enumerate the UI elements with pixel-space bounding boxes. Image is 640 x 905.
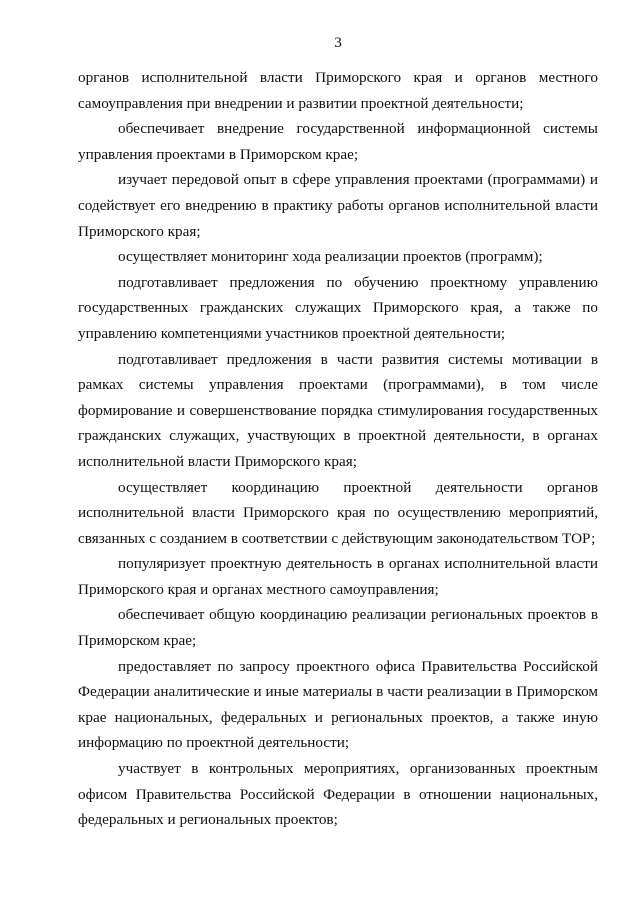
paragraph-3: осуществляет мониторинг хода реализации проектов (программ); [118, 248, 543, 266]
paragraph-5: подготавливает предложения в части развития системы мотивации в рамках системы управления проектами (программами), в том числе формирование и совершенствование порядка стимулирования государственных гражданских служащих, участвующих в проектной деятельности, в органах исполнительной власти Приморского края; [78, 350, 598, 470]
paragraph-0: органов исполнительной власти Приморского края и органов местного самоуправления при внедрении и развитии проектной деятельности; [78, 69, 598, 112]
paragraph-10: участвует в контрольных мероприятиях, организованных проектным офисом Правительства Российской Федерации в отношении национальных, федеральных и региональных проектов; [78, 760, 598, 829]
page-number: 3 [334, 34, 342, 51]
paragraph-8: обеспечивает общую координацию реализации региональных проектов в Приморском крае; [78, 606, 598, 650]
paragraph-1: обеспечивает внедрение государственной информационной системы управления проектами в Приморском крае; [78, 120, 598, 163]
paragraph-2: изучает передовой опыт в сфере управления проектами (программами) и содействует его внедрению в практику работы органов исполнительной власти Приморского края; [78, 171, 598, 240]
paragraph-4: подготавливает предложения по обучению проектному управлению государственных гражданских служащих Приморского края, а также по управлению компетенциями участников проектной деятельности; [78, 273, 598, 342]
paragraph-7: популяризует проектную деятельность в органах исполнительной власти Приморского края и органах местного самоуправления; [78, 555, 598, 598]
paragraph-9: предоставляет по запросу проектного офиса Правительства Российской Федерации аналитические и иные материалы в части реализации в Приморском крае национальных, федеральных и региональных проектов, а также иную информацию по проектной деятельности; [78, 657, 598, 752]
paragraph-6: осуществляет координацию проектной деятельности органов исполнительной власти Приморского края по осуществлению мероприятий, связанных с созданием в соответствии с действующим законодательством ТОР; [78, 478, 598, 547]
